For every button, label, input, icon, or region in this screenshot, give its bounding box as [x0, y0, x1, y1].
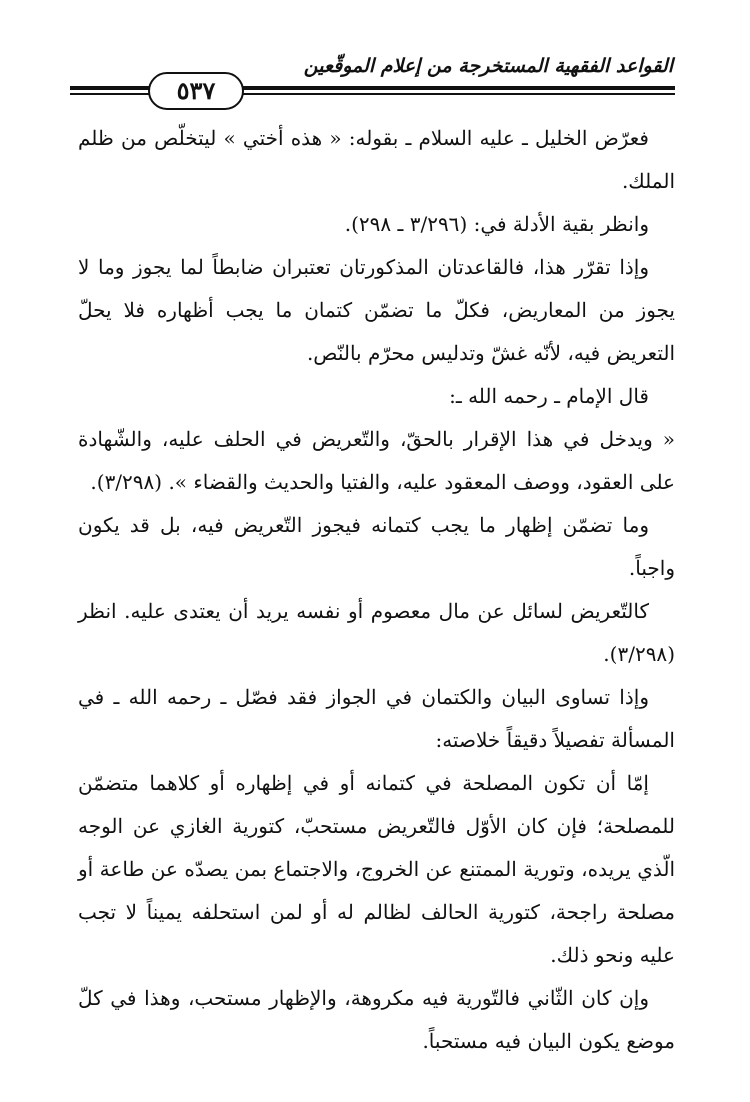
paragraph: قال الإمام ـ رحمه الله ـ: [449, 384, 649, 408]
page-number: ٥٣٧ [148, 72, 244, 110]
body-text [78, 117, 675, 1063]
paragraph: كالتّعريض لسائل عن مال معصوم أو نفسه يريد أن يعتدى عليه. انظر (٣/٢٩٨). [78, 599, 675, 666]
paragraph: وإن كان الثّاني فالتّورية فيه مكروهة، والإظهار مستحب، وهذا في كلّ موضع يكون البيان فيه مستحباً. [78, 986, 675, 1053]
paragraph: إمّا أن تكون المصلحة في كتمانه أو في إظهاره أو كلاهما متضمّن للمصلحة؛ فإن كان الأوّل فالتّعريض مستحبّ، كتورية الغازي عن الوجه الّذي يريده، وتورية الممتنع عن الخروج، والاجتماع بمن يصدّه عن طاعة أو مصلحة راجحة، كتورية الحالف لظالم له أو لمن استحلفه يميناً لا تجب عليه ونحو ذلك. [78, 771, 675, 967]
running-title: القواعد الفقهية المستخرجة من إعلام الموقّعين [303, 55, 673, 77]
page-header [70, 52, 675, 112]
quote-paragraph: « ويدخل في هذا الإقرار بالحقّ، والتّعريض في الحلف عليه، والشّهادة على العقود، ووصف المعقود عليه، والفتيا والحديث والقضاء ». (٣/٢٩٨). [78, 427, 675, 494]
paragraph: وإذا تقرّر هذا، فالقاعدتان المذكورتان تعتبران ضابطاً لما يجوز وما لا يجوز من المعاريض، فكلّ ما تضمّن كتمان ما يجب أظهاره فلا يحلّ التعريض فيه، لأنّه غشّ وتدليس محرّم بالنّص. [78, 255, 675, 365]
paragraph: وانظر بقية الأدلة في: (٣/٢٩٦ ـ ٢٩٨). [344, 212, 649, 236]
paragraph: وإذا تساوى البيان والكتمان في الجواز فقد فصّل ـ رحمه الله ـ في المسألة تفصيلاً دقيقاً خلاصته: [78, 685, 675, 752]
paragraph: فعرّض الخليل ـ عليه السلام ـ بقوله: « هذه أختي » ليتخلّص من ظلم الملك. [78, 126, 675, 193]
paragraph: وما تضمّن إظهار ما يجب كتمانه فيجوز التّعريض فيه، بل قد يكون واجباً. [78, 513, 675, 580]
